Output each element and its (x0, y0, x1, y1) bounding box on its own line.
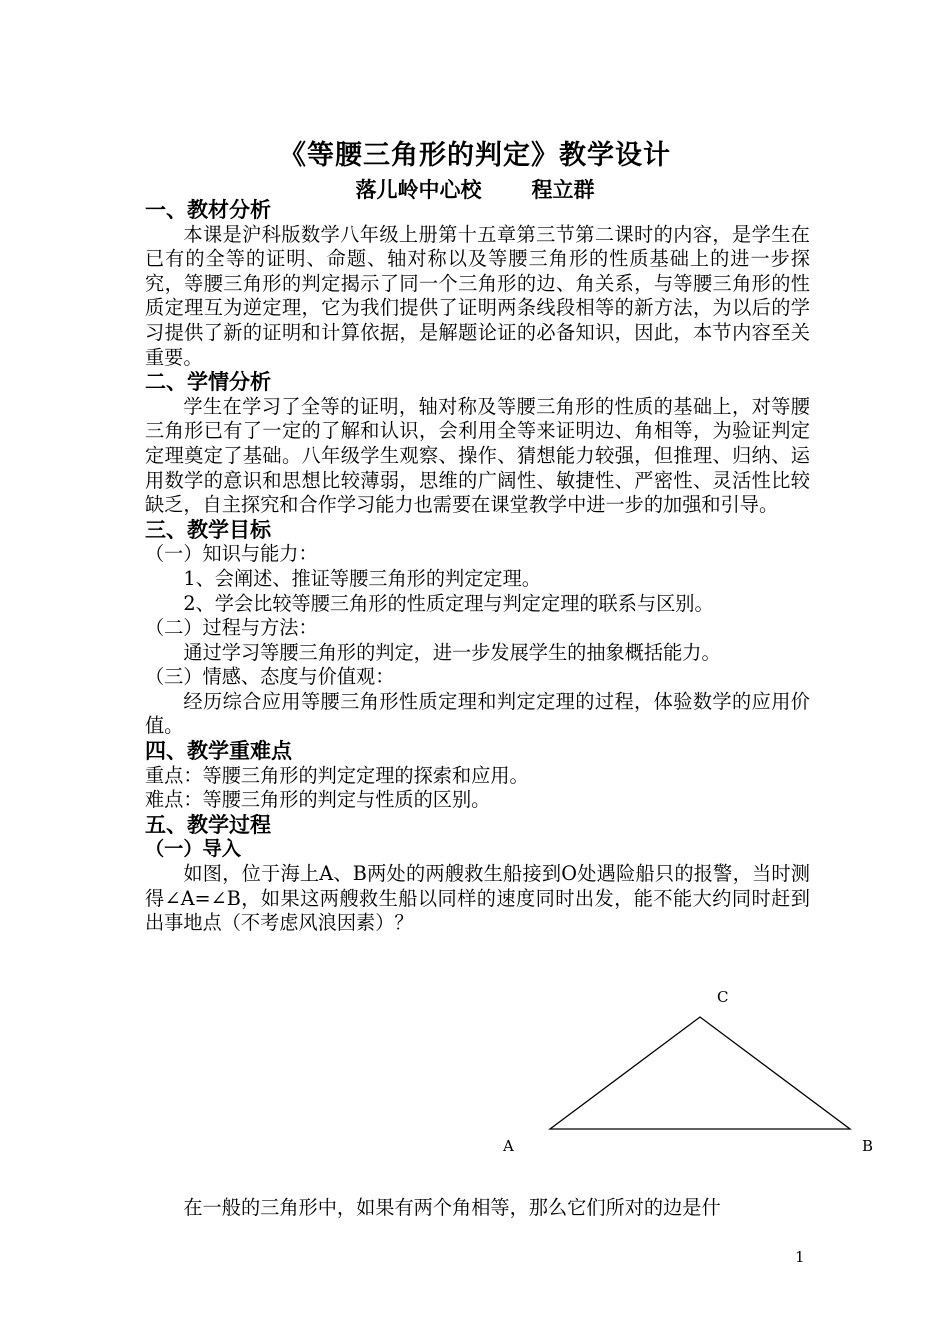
school-name: 落儿岭中心校 (355, 177, 482, 202)
paragraph-introduction: 如图，位于海上A、B两处的两艘救生船接到O处遇险船只的报警，当时测得∠A=∠B，如果这两艘救生船以同样的速度同时出发，能不能大约同时赶到出事地点（不考虑风浪因素）？ (145, 862, 810, 935)
vertex-label-b: B (862, 1137, 874, 1155)
document-body (145, 198, 810, 936)
section-heading-key-points: 四、教学重难点 (145, 738, 292, 764)
document-title: 《等腰三角形的判定》教学设计 (279, 140, 671, 171)
goal-item-2: 2、学会比较等腰三角形的性质定理与判定定理的联系与区别。 (183, 591, 714, 615)
paragraph-materials: 本课是沪科版数学八年级上册第十五章第三节第二课时的内容，是学生在已有的全等的证明、命题、轴对称以及等腰三角形的性质基础上的进一步探究，等腰三角形的判定揭示了同一个三角形的边、角关系，与等腰三角形的性质定理互为逆定理，它为我们提供了证明两条线段相等的新方法，为以后的学习提供了新的证明和计算依据，是解题论证的必备知识，因此，本节内容至关重要。 (145, 222, 810, 369)
subheading-attitude: （三）情感、态度与价值观： (145, 665, 395, 689)
section-heading-materials: 一、教材分析 (145, 197, 271, 222)
section-heading-students: 二、学情分析 (145, 369, 271, 395)
author-name: 程立群 (531, 177, 595, 202)
section-heading-process: 五、教学过程 (145, 811, 271, 837)
goal-item-1: 1、会阐述、推证等腰三角形的判定定理。 (183, 566, 541, 590)
vertex-label-c: C (717, 988, 729, 1006)
key-point: 重点：等腰三角形的判定定理的探索和应用。 (145, 763, 529, 787)
difficult-point: 难点：等腰三角形的判定与性质的区别。 (145, 788, 491, 812)
subheading-introduction: （一）导入 (145, 837, 241, 861)
triangle-diagram (490, 982, 890, 1162)
subheading-process: （二）过程与方法： (145, 616, 318, 640)
paragraph-students: 学生在学习了全等的证明，轴对称及等腰三角形的性质的基础上，对等腰三角形已有了一定的了解和认识，会利用全等来证明边、角相等，为验证判定定理奠定了基础。八年级学生观察、操作、猜想能力较强，但推理、归纳、运用数学的意识和思想比较薄弱，思维的广阔性、敏捷性、严密性、灵活性比较缺乏，自主探究和合作学习能力也需要在课堂教学中进一步的加强和引导。 (145, 394, 810, 517)
section-heading-goals: 三、教学目标 (145, 516, 271, 542)
page-number: 1 (795, 1248, 805, 1266)
vertex-label-a: A (503, 1137, 514, 1155)
triangle-abc (550, 1017, 850, 1129)
goal-item-3: 通过学习等腰三角形的判定，进一步发展学生的抽象概括能力。 (183, 640, 721, 664)
paragraph-general-triangle: 在一般的三角形中，如果有两个角相等，那么它们所对的边是什 (183, 1196, 721, 1219)
subheading-knowledge: （一）知识与能力： (145, 542, 318, 566)
goal-item-4: 经历综合应用等腰三角形性质定理和判定定理的过程，体验数学的应用价值。 (145, 689, 810, 738)
